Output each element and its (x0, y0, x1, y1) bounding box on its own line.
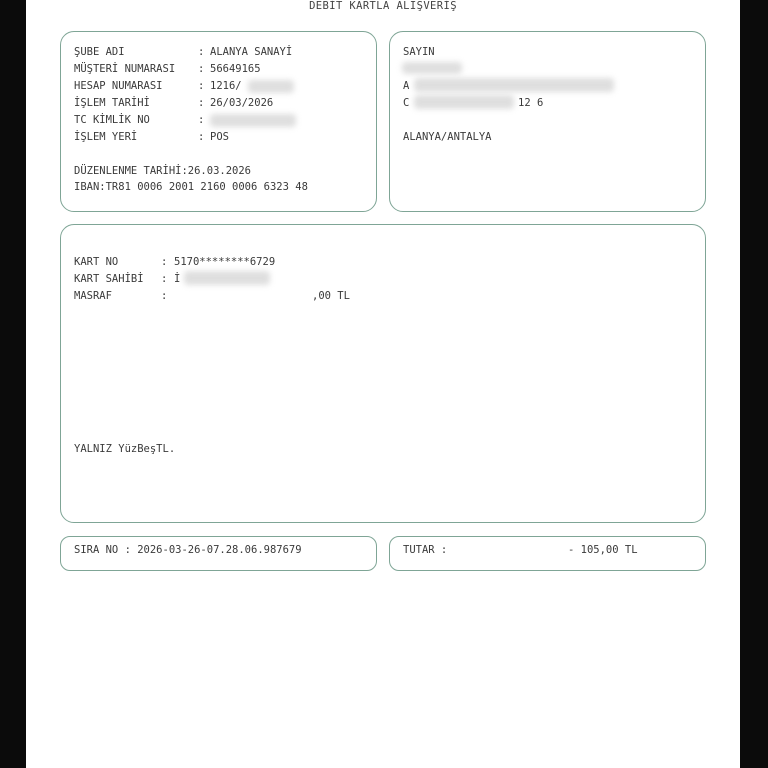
redaction-blur (184, 271, 270, 285)
national-id-label: TC KİMLİK NO (74, 114, 150, 126)
transaction-place-label: İŞLEM YERİ (74, 131, 138, 143)
transaction-place-value: POS (210, 131, 229, 143)
amount-in-words: YALNIZ YüzBeşTL. (74, 443, 176, 455)
card-number-label: KART NO (74, 256, 119, 268)
fee-label: MASRAF (74, 290, 112, 302)
recipient-box (389, 31, 706, 212)
label-colon: : (161, 273, 168, 285)
issue-date: DÜZENLENME TARİHİ:26.03.2026 (74, 165, 252, 177)
label-colon: : (198, 80, 205, 92)
document-title: DEBİT KARTLA ALIŞVERİŞ (309, 0, 457, 12)
redaction-blur (414, 78, 614, 92)
salutation: SAYIN (403, 46, 435, 58)
customer-number-value: 56649165 (210, 63, 261, 75)
label-colon: : (198, 63, 205, 75)
sequence-number: SIRA NO : 2026-03-26-07.28.06.987679 (74, 544, 302, 556)
card-number-value: 5170********6729 (174, 256, 276, 268)
recipient-address-suffix: 12 6 (518, 97, 544, 109)
total-label: TUTAR : (403, 544, 448, 556)
branch-label: ŞUBE ADI (74, 46, 125, 58)
transaction-date-value: 26/03/2026 (210, 97, 274, 109)
redaction-blur (414, 95, 514, 109)
total-value: - 105,00 TL (568, 544, 638, 556)
account-number-label: HESAP NUMARASI (74, 80, 163, 92)
label-colon: : (198, 114, 205, 126)
transaction-date-label: İŞLEM TARİHİ (74, 97, 150, 109)
receipt-page (26, 0, 740, 768)
label-colon: : (161, 290, 168, 302)
label-colon: : (198, 97, 205, 109)
redaction-blur (248, 80, 294, 93)
iban: IBAN:TR81 0006 2001 2160 0006 6323 48 (74, 181, 308, 193)
card-details-box (60, 224, 706, 523)
customer-number-label: MÜŞTERİ NUMARASI (74, 63, 176, 75)
redaction-blur (402, 62, 462, 74)
label-colon: : (198, 46, 205, 58)
recipient-name: A (403, 80, 410, 92)
account-number-value: 1216/ (210, 80, 242, 92)
label-colon: : (198, 131, 205, 143)
recipient-city: ALANYA/ANTALYA (403, 131, 492, 143)
card-holder-value: İ (174, 273, 181, 285)
redaction-blur (210, 114, 296, 127)
label-colon: : (161, 256, 168, 268)
fee-value: ,00 TL (312, 290, 350, 302)
branch-value: ALANYA SANAYİ (210, 46, 293, 58)
card-holder-label: KART SAHİBİ (74, 273, 144, 285)
recipient-address-prefix: C (403, 97, 410, 109)
